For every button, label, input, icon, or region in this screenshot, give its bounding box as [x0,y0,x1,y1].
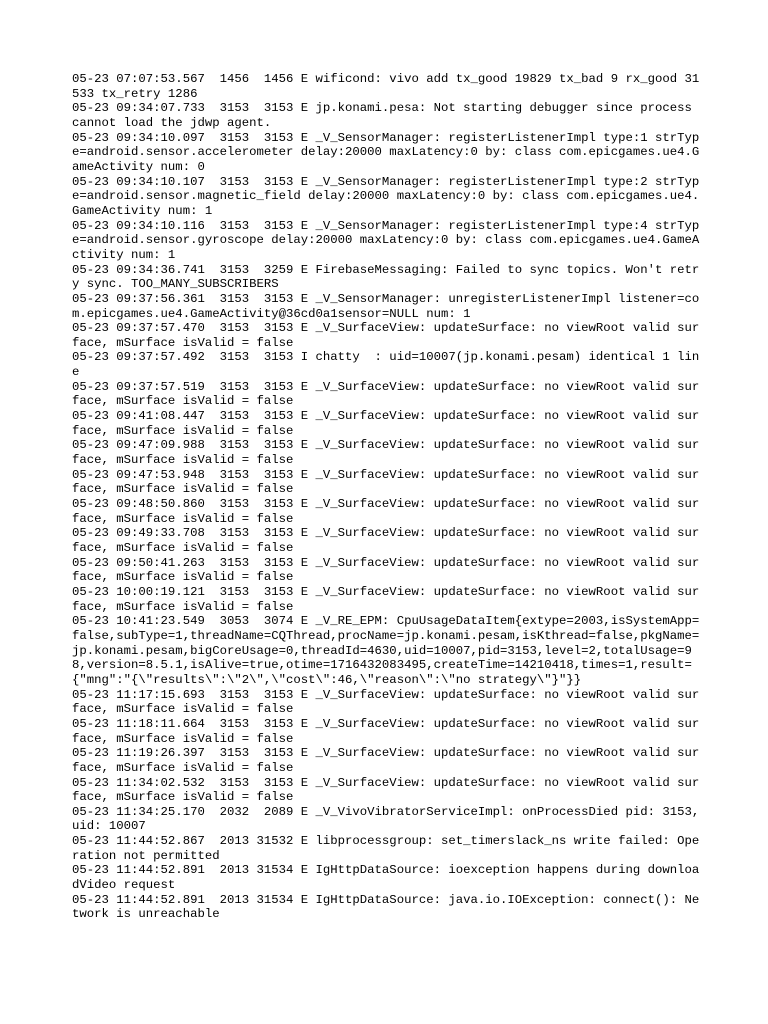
log-entry: 05-23 09:34:10.116 3153 3153 E _V_SensorManager: registerListenerImpl type:4 strType=android.sensor.gyroscope delay:20000 maxLatency:0 by: class com.epicgames.ue4.GameActivity num: 1 [72,218,700,262]
log-entry: 05-23 09:34:36.741 3153 3259 E FirebaseMessaging: Failed to sync topics. Won't retry sync. TOO_MANY_SUBSCRIBERS [72,262,700,292]
log-entry: 05-23 09:50:41.263 3153 3153 E _V_SurfaceView: updateSurface: no viewRoot valid surface, mSurface isValid = false [72,555,700,585]
log-entry: 05-23 11:44:52.891 2013 31534 E IgHttpDataSource: ioexception happens during downloadVideo request [72,863,700,893]
log-entry: 05-23 10:00:19.121 3153 3153 E _V_SurfaceView: updateSurface: no viewRoot valid surface, mSurface isValid = false [72,584,700,614]
log-entry: 05-23 09:47:53.948 3153 3153 E _V_SurfaceView: updateSurface: no viewRoot valid surface, mSurface isValid = false [72,467,700,497]
log-entry: 05-23 11:44:52.891 2013 31534 E IgHttpDataSource: java.io.IOException: connect(): Network is unreachable [72,892,700,922]
log-entry: 05-23 09:47:09.988 3153 3153 E _V_SurfaceView: updateSurface: no viewRoot valid surface, mSurface isValid = false [72,438,700,468]
log-entry: 05-23 09:37:57.519 3153 3153 E _V_SurfaceView: updateSurface: no viewRoot valid surface, mSurface isValid = false [72,379,700,409]
log-entry: 05-23 09:49:33.708 3153 3153 E _V_SurfaceView: updateSurface: no viewRoot valid surface, mSurface isValid = false [72,526,700,555]
log-document [72,72,702,922]
log-entry: 05-23 11:17:15.693 3153 3153 E _V_SurfaceView: updateSurface: no viewRoot valid surface, mSurface isValid = false [72,687,700,717]
log-entry: 05-23 11:18:11.664 3153 3153 E _V_SurfaceView: updateSurface: no viewRoot valid surface, mSurface isValid = false [72,716,700,746]
log-entry: 05-23 11:34:25.170 2032 2089 E _V_VivoVibratorServiceImpl: onProcessDied pid: 3153,uid: 10007 [72,804,700,834]
log-entry: 05-23 09:37:57.492 3153 3153 I chatty : uid=10007(jp.konami.pesam) identical 1 line [72,350,700,380]
log-entry: 05-23 09:48:50.860 3153 3153 E _V_SurfaceView: updateSurface: no viewRoot valid surface, mSurface isValid = false [72,497,700,526]
log-entry: 05-23 11:19:26.397 3153 3153 E _V_SurfaceView: updateSurface: no viewRoot valid surface, mSurface isValid = false [72,746,700,775]
log-entry: 05-23 11:44:52.867 2013 31532 E libprocessgroup: set_timerslack_ns write failed: Operation not permitted [72,834,700,863]
log-entry: 05-23 07:07:53.567 1456 1456 E wificond: vivo add tx_good 19829 tx_bad 9 rx_good 31533 tx_retry 1286 [72,72,700,101]
log-entry: 05-23 09:34:07.733 3153 3153 E jp.konami.pesa: Not starting debugger since process cannot load the jdwp agent. [72,101,700,130]
log-entry: 05-23 09:37:57.470 3153 3153 E _V_SurfaceView: updateSurface: no viewRoot valid surface, mSurface isValid = false [72,321,700,350]
log-entry: 05-23 09:34:10.097 3153 3153 E _V_SensorManager: registerListenerImpl type:1 strType=android.sensor.accelerometer delay:20000 maxLatency:0 by: class com.epicgames.ue4.GameActivity num: 0 [72,130,700,174]
log-entry: 05-23 09:34:10.107 3153 3153 E _V_SensorManager: registerListenerImpl type:2 strType=android.sensor.magnetic_field delay:20000 maxLatency:0 by: class com.epicgames.ue4.GameActivity num: 1 [72,174,700,218]
log-entry: 05-23 09:37:56.361 3153 3153 E _V_SensorManager: unregisterListenerImpl listener=com.epicgames.ue4.GameActivity@36cd0a1sensor=NULL num: 1 [72,291,700,321]
log-entry: 05-23 09:41:08.447 3153 3153 E _V_SurfaceView: updateSurface: no viewRoot valid surface, mSurface isValid = false [72,409,700,438]
log-entry: 05-23 11:34:02.532 3153 3153 E _V_SurfaceView: updateSurface: no viewRoot valid surface, mSurface isValid = false [72,775,700,805]
log-entry: 05-23 10:41:23.549 3053 3074 E _V_RE_EPM: CpuUsageDataItem{extype=2003,isSystemApp=false,subType=1,threadName=CQThread,procName=jp.konami.pesam,isKthread=false,pkgName=jp.konami.pesam,bigCoreUsage=0,threadId=4630,uid=10007,pid=3153,level=2,totalUsage=98,version=8.5.1,isAlive=true,otime=1716432083495,createTime=14210418,times=1,result={"mng":"{\"results\":\"2\",\"cost\":46,\"reason\":\"no strategy\"}"}} [72,614,700,687]
